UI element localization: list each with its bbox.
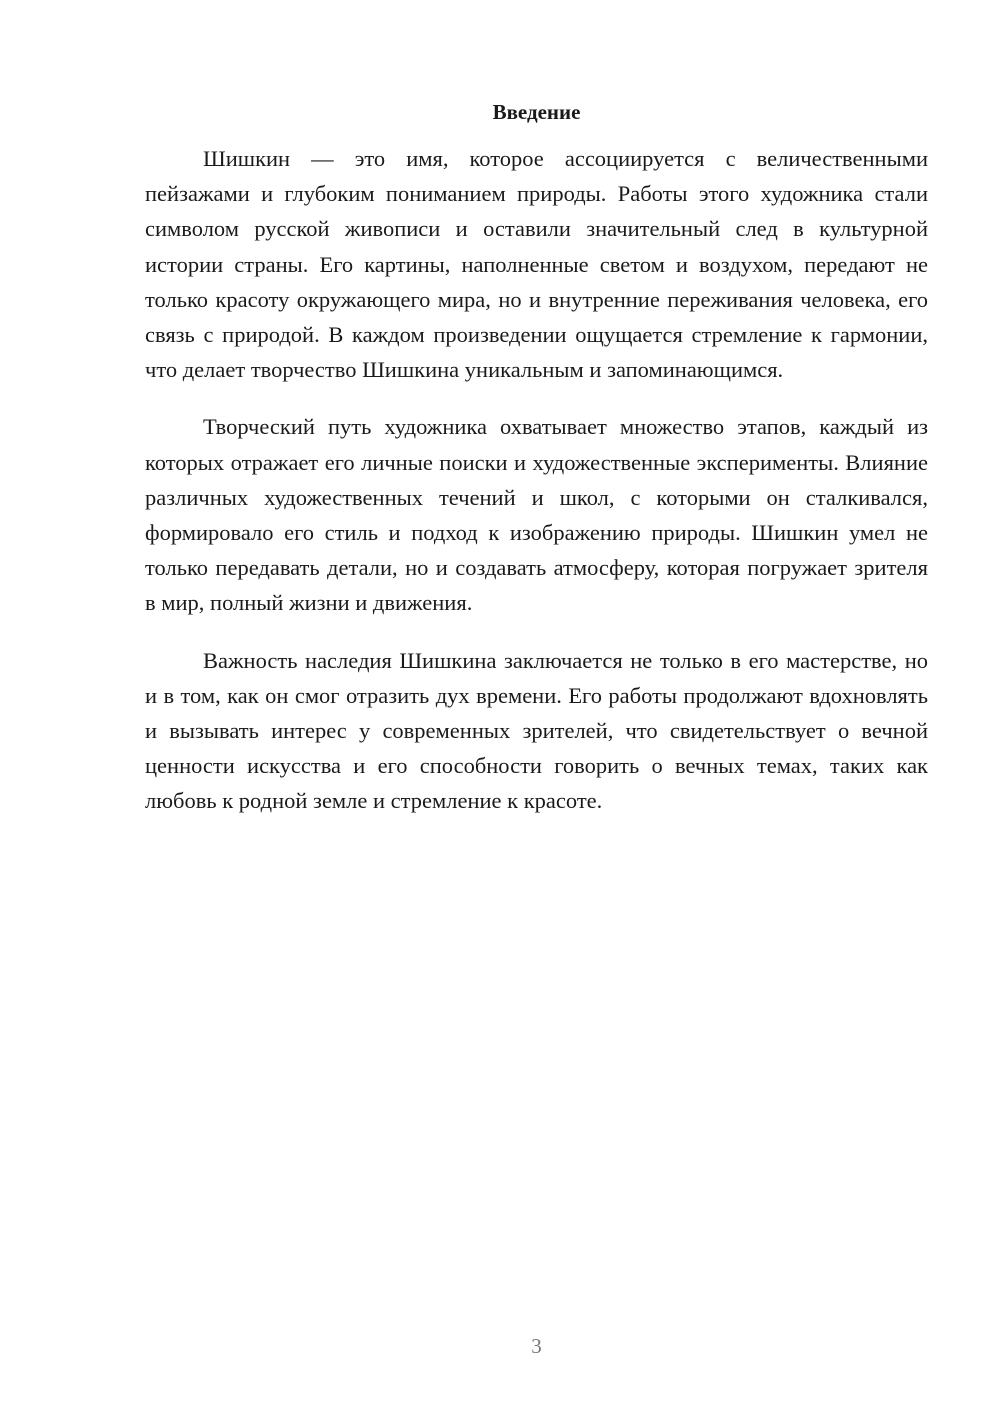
paragraph: Творческий путь художника охватывает множество этапов, каждый из которых отражает его личные поиски и художественные эксперименты. Влияние различных художественных течений и школ, с которыми он сталкивался, формировало его стиль и подход к изображению природы. Шишкин умел не только передавать детали, но и создавать атмосферу, которая погружает зрителя в мир, полный жизни и движения. <box>145 414 928 616</box>
body-text <box>145 141 928 841</box>
page-number: 3 <box>531 1334 542 1358</box>
paragraph: Шишкин — это имя, которое ассоциируется с величественными пейзажами и глубоким пониманием природы. Работы этого художника стали символом русской живописи и оставили значительный след в культурной истории страны. Его картины, наполненные светом и воздухом, передают не только красоту окружающего мира, но и внутренние переживания человека, его связь с природой. В каждом произведении ощущается стремление к гармонии, что делает творчество Шишкина уникальным и запоминающимся. <box>145 146 928 383</box>
paragraph: Важность наследия Шишкина заключается не только в его мастерстве, но и в том, как он смог отразить дух времени. Его работы продолжают вдохновлять и вызывать интерес у современных зрителей, что свидетельствует о вечной ценности искусства и его способности говорить о вечных темах, таких как любовь к родной земле и стремление к красоте. <box>145 647 928 814</box>
section-heading: Введение <box>492 100 581 124</box>
